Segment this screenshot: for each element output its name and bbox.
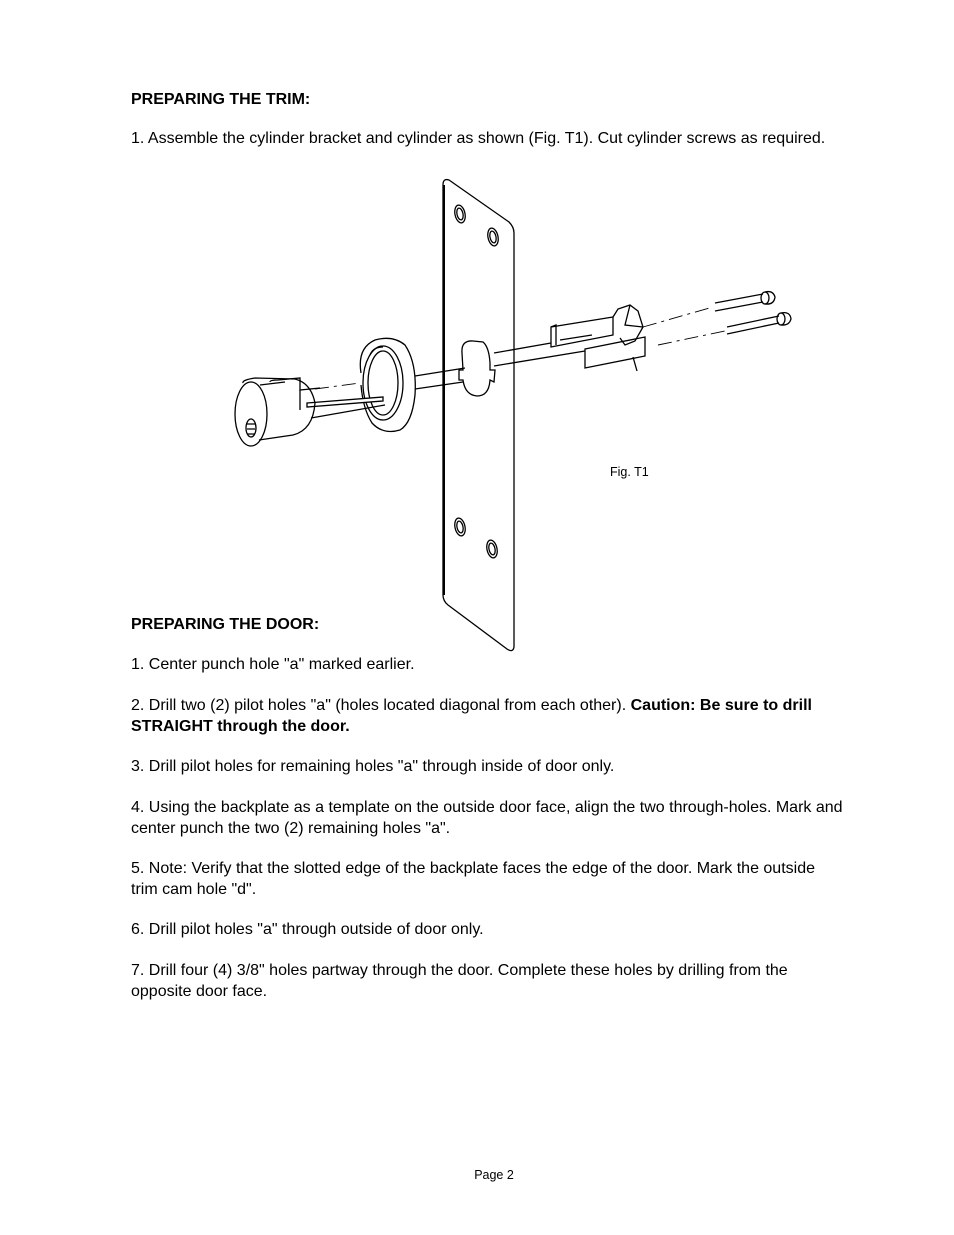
door-step-5: 5. Note: Verify that the slotted edge of the backplate faces the edge of the door. Mark the outside trim cam hole "d". [131, 860, 815, 898]
door-step-2-caution: Caution: Be sure to drill STRAIGHT through the door. [131, 697, 812, 735]
trim-section-heading: PREPARING THE TRIM: [131, 91, 311, 108]
rose-trim-ring [360, 338, 415, 431]
trim-step-1: 1. Assemble the cylinder bracket and cylinder as shown (Fig. T1). Cut cylinder screws as required. [131, 130, 826, 147]
door-step-2 [131, 696, 846, 737]
cylinder-screws [715, 292, 791, 334]
door-step-2-text: 2. Drill two (2) pilot holes "a" (holes located diagonal from each other). [131, 697, 631, 714]
door-step-3: 3. Drill pilot holes for remaining holes "a" through inside of door only. [131, 758, 615, 775]
backplate [443, 180, 514, 651]
door-section-heading: PREPARING THE DOOR: [131, 616, 320, 633]
door-step-6: 6. Drill pilot holes "a" through outside of door only. [131, 921, 484, 938]
figure-caption: Fig. T1 [610, 465, 649, 479]
door-step-4: 4. Using the backplate as a template on the outside door face, align the two through-holes. Mark and center punch the two (2) remaining holes "a". [131, 799, 843, 837]
cylinder-bracket [551, 305, 645, 371]
door-step-7: 7. Drill four (4) 3/8" holes partway through the door. Complete these holes by drilling from the opposite door face. [131, 962, 788, 1000]
cylinder-assembly-figure [225, 175, 805, 655]
page-number: Page 2 [474, 1168, 514, 1182]
door-step-1: 1. Center punch hole "a" marked earlier. [131, 656, 415, 673]
